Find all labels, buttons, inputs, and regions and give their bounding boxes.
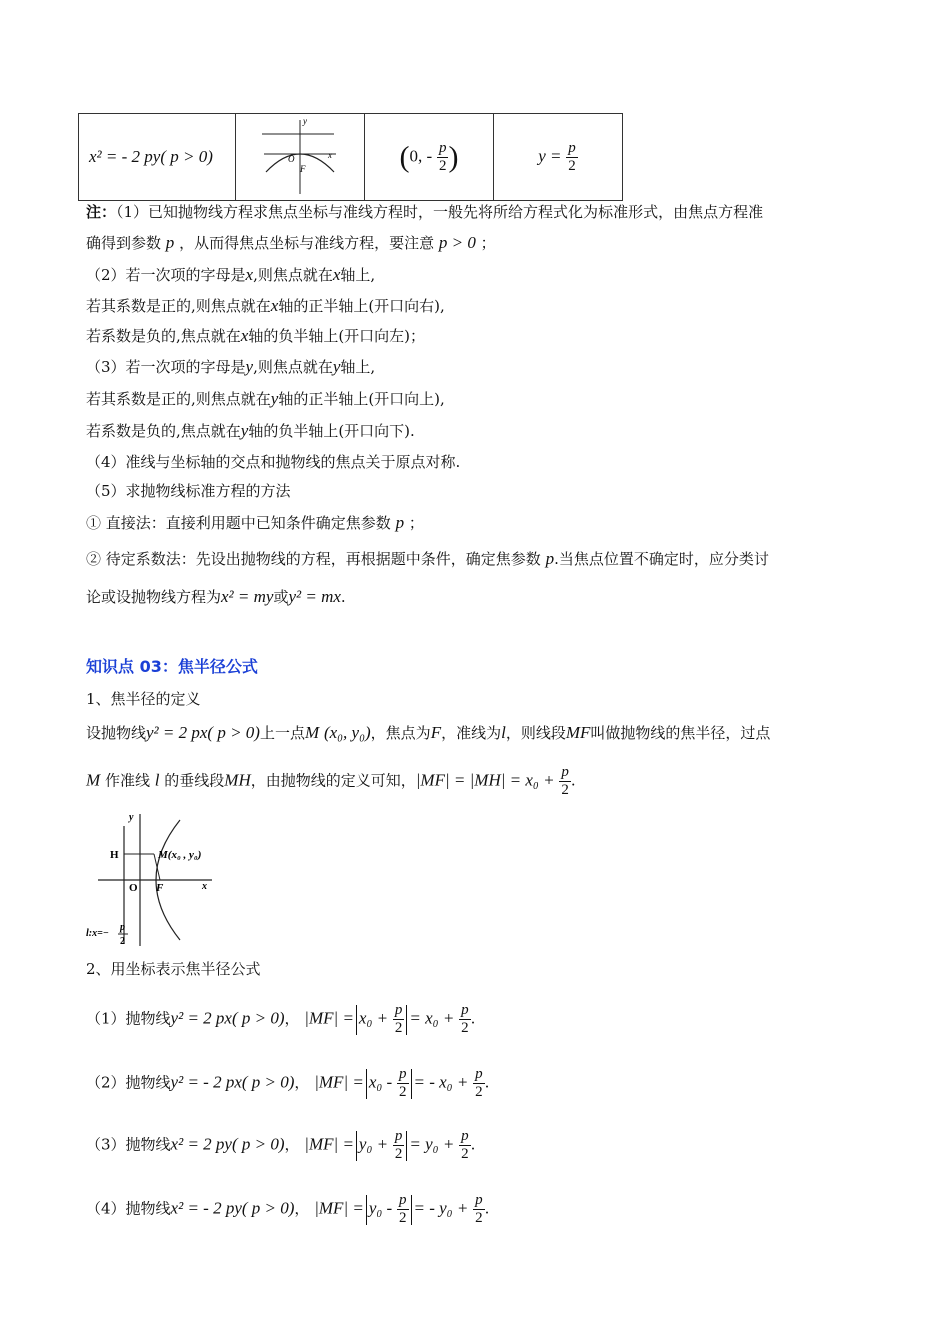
note-line-11: ① 直接法：直接利用题中已知条件确定焦参数 p ； [86,513,424,532]
def-line-2: M 作准线 l 的垂线段MH，由抛物线的定义可知，|MF| = |MH| = x₀ + $\frac{p}{2}$ . [86,764,576,798]
section-heading: 知识点 03：焦半径公式 [86,657,258,676]
def-line-1: 设抛物线y² = 2 px( p > 0)上一点M (x₀, y₀)，焦点为F，准线为l，则线段MF叫做抛物线的焦半径，过点 [86,723,771,742]
fr-graph-m: M(x₀ , y₀) [158,849,202,861]
fr-graph-o: O [129,882,138,894]
note-line-6: （3）若一次项的字母是y,则焦点就在y轴上, [86,357,376,376]
parabola-down-graph [236,114,364,196]
note-line-13: 论或设抛物线方程为x² = my或y² = mx. [86,587,346,606]
svg-text:2: 2 [120,936,125,947]
focus-cell: (0, - $\frac{p}{2}$ ) [365,114,494,201]
note-line-3: （2）若一次项的字母是x,则焦点就在x轴上, [86,265,376,284]
equation-text: x² = - 2 py( p > 0) [89,147,213,166]
fr-graph-y: y [129,812,134,823]
directrix-text: y = [538,146,562,165]
fr-graph-h: H [110,849,119,861]
note-line-10: （5）求抛物线标准方程的方法 [86,482,291,500]
graph-cell [236,114,365,201]
note-line-12: ② 待定系数法：先设出抛物线的方程，再根据题中条件，确定焦参数 p.当焦点位置不确定时，应分类讨 [86,549,769,568]
note-line-9: （4）准线与坐标轴的交点和抛物线的焦点关于原点对称. [86,453,461,471]
fr-graph-l: l:x=− [86,928,109,939]
formula-item-1: （1）抛物线y² = 2 px( p > 0)， |MF| = x₀ + $\frac{p}{2}$ = x₀ + $\frac{p}{2}$ . [86,1002,476,1036]
fr-graph-x: x [202,881,207,892]
parabola-table-row [78,113,623,201]
formula-item-2: （2）抛物线y² = - 2 px( p > 0)， |MF| = x₀ - $\frac{p}{2}$ = - x₀ + $\frac{p}{2}$ . [86,1066,490,1100]
note-line-5: 若系数是负的,焦点就在x轴的负半轴上(开口向左)； [86,326,426,345]
formula-item-4: （4）抛物线x² = - 2 py( p > 0)， |MF| = y₀ - $\frac{p}{2}$ = - y₀ + $\frac{p}{2}$ . [86,1192,490,1226]
graph-focus-label: F [300,164,306,174]
directrix-cell: y = $\frac{p}{2}$ [494,114,623,201]
graph-x-label: x [328,150,332,160]
note-line-2: 确得到参数 p ，从而得焦点坐标与准线方程，要注意 p > 0 ； [86,233,496,252]
focal-radius-graph [84,808,224,948]
note-line-7: 若其系数是正的,则焦点就在y轴的正半轴上(开口向上), [86,389,445,408]
formula-item-3: （3）抛物线x² = 2 py( p > 0)， |MF| = y₀ + $\frac{p}{2}$ = y₀ + $\frac{p}{2}$ . [86,1128,476,1162]
def-title: 1、焦半径的定义 [86,690,201,708]
graph-y-label: y [303,116,307,126]
note-line-1: 注：（1）已知抛物线方程求焦点坐标与准线方程时，一般先将所给方程式化为标准形式，由焦点方程准 [86,203,764,221]
graph-origin-label: O [288,154,295,164]
coord-title: 2、用坐标表示焦半径公式 [86,960,261,978]
focus-text: 0, - [409,146,433,165]
equation-cell [79,114,236,201]
note-line-8: 若系数是负的,焦点就在y轴的负半轴上(开口向下). [86,421,415,440]
fr-graph-f: F [156,882,164,894]
svg-text:p: p [120,922,125,933]
note-line-4: 若其系数是正的,则焦点就在x轴的正半轴上(开口向右), [86,296,445,315]
